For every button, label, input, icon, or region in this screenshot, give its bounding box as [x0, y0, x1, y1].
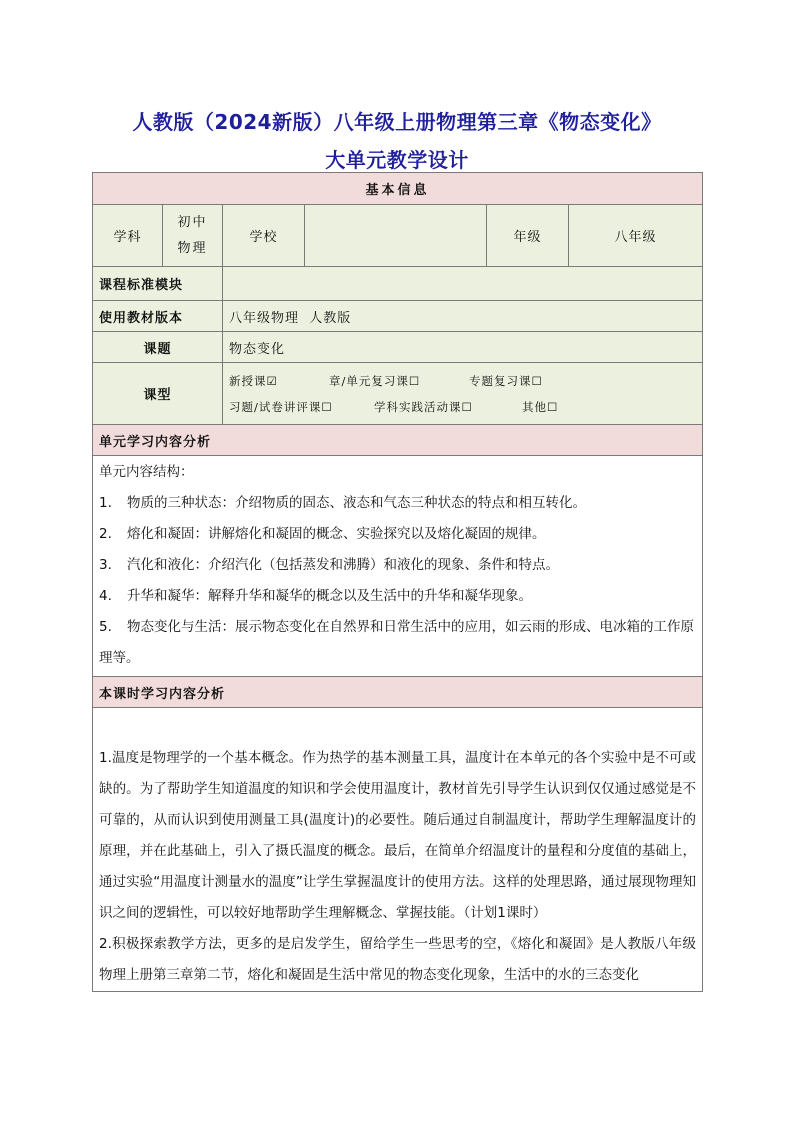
list-item-number: 4.	[99, 588, 112, 604]
unit-analysis-title: 单元学习内容分析	[93, 425, 703, 456]
list-item-text: 物质的三种状态：介绍物质的固态、液态和气态三种状态的特点和相互转化。	[127, 495, 586, 511]
list-item-number: 5.	[99, 619, 112, 635]
standard-value	[223, 267, 703, 301]
textbook-label: 使用教材版本	[93, 301, 223, 332]
lesson-analysis-title: 本课时学习内容分析	[93, 677, 703, 708]
unit-analysis-header-row	[93, 425, 703, 456]
list-item-text: 熔化和凝固：讲解熔化和凝固的概念、实验探究以及熔化凝固的规律。	[127, 526, 546, 542]
textbook-row	[93, 301, 703, 332]
unit-structure-intro: 单元内容结构：	[99, 464, 194, 480]
lesson-type-row-2	[229, 394, 696, 420]
lesson-type-option[interactable]: 专题复习课☐	[469, 373, 543, 388]
list-item	[99, 519, 696, 550]
subject-row	[93, 205, 703, 267]
lesson-analysis-header-row	[93, 677, 703, 708]
textbook-value: 八年级物理 人教版	[223, 301, 703, 332]
list-item	[99, 581, 696, 612]
grade-value: 八年级	[569, 205, 703, 267]
list-item-number: 3.	[99, 557, 112, 573]
lesson-type-options	[223, 363, 703, 425]
document-title-line2: 大单元教学设计	[325, 148, 469, 172]
lesson-type-option[interactable]: 学科实践活动课☐	[374, 399, 473, 414]
school-value	[305, 205, 487, 267]
lesson-type-option[interactable]: 习题/试卷讲评课☐	[229, 399, 333, 414]
basic-info-title: 基本信息	[93, 173, 703, 205]
topic-row	[93, 332, 703, 363]
lesson-type-option[interactable]: 其他☐	[522, 399, 559, 414]
document-title-line1: 人教版（2024新版）八年级上册物理第三章《物态变化》	[132, 110, 662, 134]
lesson-type-label: 课型	[93, 363, 223, 425]
lesson-type-row-1	[229, 368, 696, 394]
list-item-text: 升华和凝华：解释升华和凝华的概念以及生活中的升华和凝华现象。	[127, 588, 532, 604]
lesson-type-row	[93, 363, 703, 425]
grade-label: 年级	[487, 205, 569, 267]
standard-label: 课程标准模块	[93, 267, 223, 301]
lesson-analysis-paragraph-1: 1.温度是物理学的一个基本概念。作为热学的基本测量工具，温度计在本单元的各个实验中是不可或缺的。为了帮助学生知道温度的知识和学会使用温度计，教材首先引导学生认识到仅仅通过感觉是不可靠的，从而认识到使用测量工具(温度计)的必要性。随后通过自制温度计，帮助学生理解温度计的原理，并在此基础上，引入了摄氏温度的概念。最后，在简单介绍温度计的量程和分度值的基础上，通过实验“用温度计测量水的温度”让学生掌握温度计的使用方法。这样的处理思路，通过展现物理知识之间的逻辑性，可以较好地帮助学生理解概念、掌握技能。（计划1课时）	[99, 750, 697, 921]
topic-value: 物态变化	[223, 332, 703, 363]
list-item-text: 汽化和液化：介绍汽化（包括蒸发和沸腾）和液化的现象、条件和特点。	[127, 557, 559, 573]
subject-value: 初中物理	[163, 205, 223, 267]
lesson-analysis-paragraph-2: 2.积极探索教学方法，更多的是启发学生，留给学生一些思考的空，《熔化和凝固》是人教版八年级物理上册第三章第二节，熔化和凝固是生活中常见的物态变化现象，生活中的水的三态变化	[99, 936, 697, 983]
list-item-number: 1.	[99, 495, 112, 511]
unit-analysis-body	[93, 456, 703, 677]
lesson-analysis-body	[93, 708, 703, 992]
lesson-type-option[interactable]: 新授课☑	[229, 373, 278, 388]
list-item	[99, 550, 696, 581]
subject-label: 学科	[93, 205, 163, 267]
list-item-text: 物态变化与生活：展示物态变化在自然界和日常生活中的应用，如云雨的形成、电冰箱的工作原理等。	[99, 619, 694, 666]
list-item	[99, 488, 696, 519]
lesson-design-table	[92, 172, 703, 992]
list-item-number: 2.	[99, 526, 112, 542]
topic-label: 课题	[93, 332, 223, 363]
lesson-analysis-body-row	[93, 708, 703, 992]
unit-analysis-body-row	[93, 456, 703, 677]
basic-info-header-row	[93, 173, 703, 205]
list-item	[99, 612, 696, 674]
lesson-type-option[interactable]: 章/单元复习课☐	[329, 373, 421, 388]
standard-row	[93, 267, 703, 301]
school-label: 学校	[223, 205, 305, 267]
